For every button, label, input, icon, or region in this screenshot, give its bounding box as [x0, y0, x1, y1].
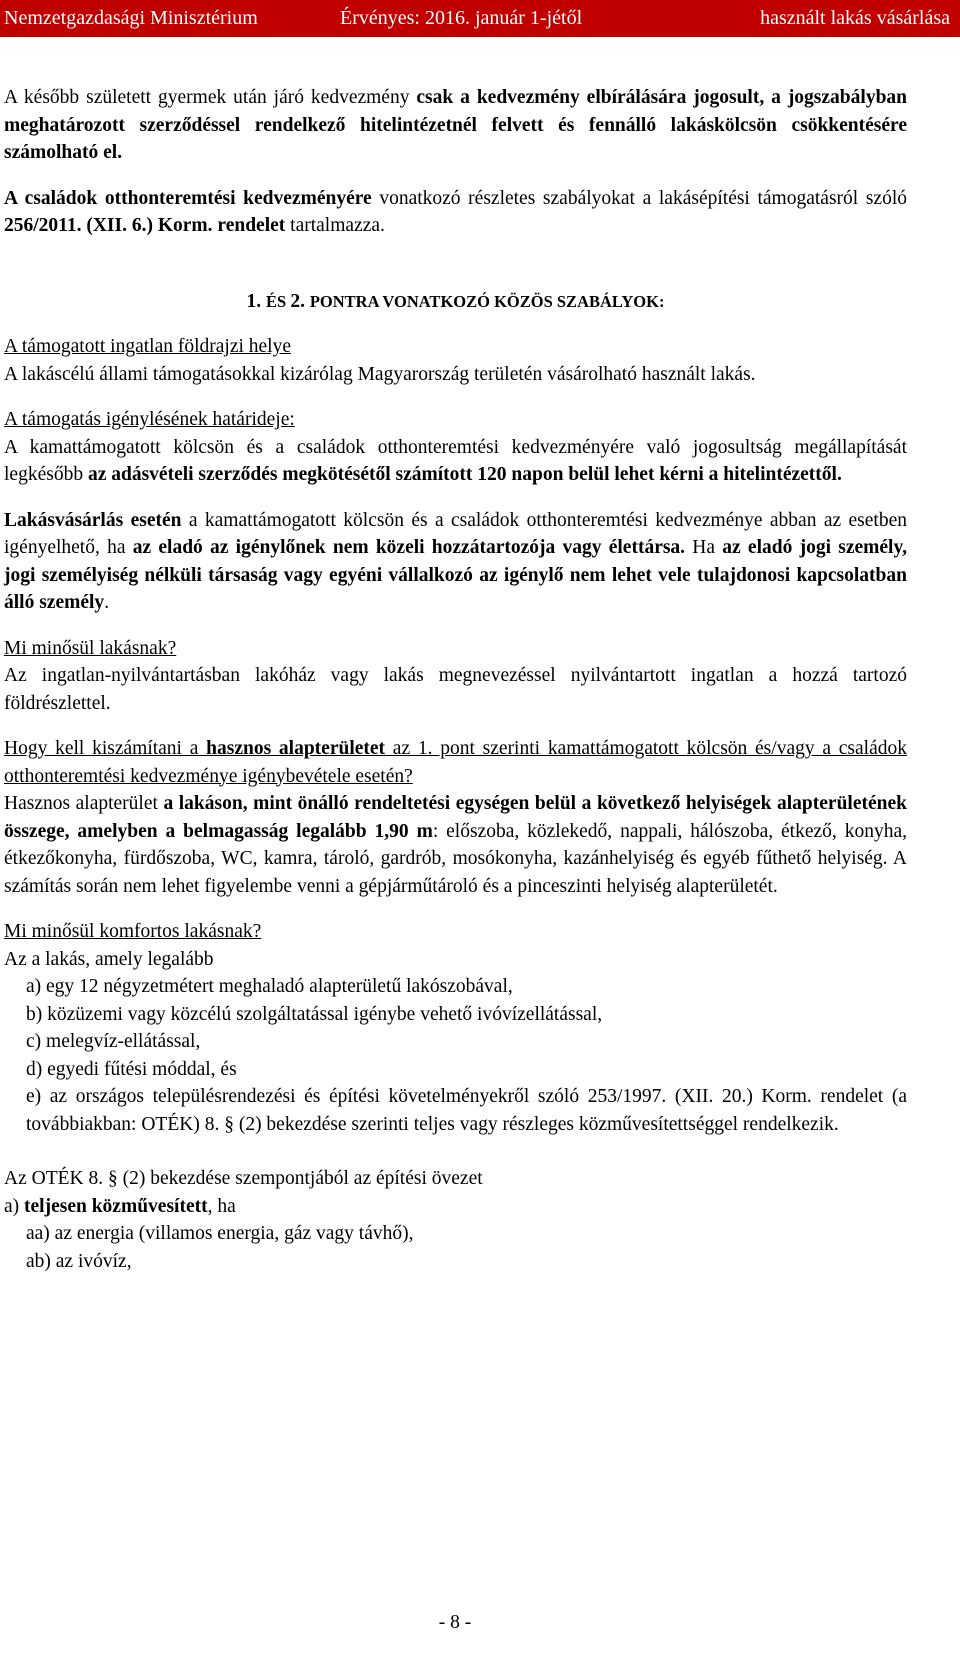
list-item: e) az országos településrendezési és építési követelményekről szóló 253/1997. (XII. 20.) Korm. rendelet (a továbbiakban: OTÉK) 8. § (2) bekezdése szerinti teljes vagy részleges közművesítettséggel rendelkezik. [26, 1086, 907, 1135]
heading-location: A támogatott ingatlan földrajzi helye [4, 336, 291, 357]
paragraph-later-child: A később született gyermek után járó kedvezmény csak a kedvezmény elbírálására jogosult, a jogszabályban meghatározott szerződéssel rendelkező hitelintézetnél felvett és fennálló lakáskölcsön csökkentésére számolható el. [4, 87, 908, 163]
header-topic: használt lakás vásárlása [760, 7, 950, 29]
paragraph-deadline: A kamattámogatott kölcsön és a családok otthonteremtési kedvezményére való jogosultság megállapítását legkésőbb az adásvételi szerződés megkötésétől számított 120 napon belül lehet kérni a hitelintézettől. [4, 436, 907, 485]
section-title: 1. ÉS 2. PONTRA VONATKOZÓ KÖZÖS SZABÁLYOK: [246, 290, 665, 312]
heading-deadline: A támogatás igénylésének határideje: [4, 409, 295, 430]
heading-useful-area: Hogy kell kiszámítani a hasznos alapterületet az 1. pont szerinti kamattámogatott kölcsön és/vagy a családok otthonteremtési kedvezménye igénybevétele esetén? [4, 738, 907, 787]
heading-comfort-flat: Mi minősül komfortos lakásnak? [4, 921, 262, 942]
heading-what-is-flat: Mi minősül lakásnak? [4, 637, 177, 659]
list-item: d) egyedi fűtési móddal, és [26, 1058, 237, 1080]
document-body [4, 84, 907, 1275]
page-number: - 8 - [438, 1612, 472, 1633]
paragraph-comfort-intro: Az a lakás, amely legalább [4, 948, 214, 970]
list-item: aa) az energia (villamos energia, gáz vagy távhő), [26, 1223, 414, 1244]
list-item: ab) az ivóvíz, [26, 1250, 132, 1272]
list-item: c) melegvíz-ellátással, [26, 1031, 201, 1052]
list-item: b) közüzemi vagy közcélú szolgáltatással igénybe vehető ivóvízellátással, [26, 1003, 603, 1025]
paragraph-useful-area: Hasznos alapterület a lakáson, mint önálló rendeltetési egységen belül a következő helyiségek alapterületének összege, amelyben a belmagasság legalább 1,90 m: előszoba, közlekedő, nappali, hálószoba, étkező, konyha, étkezőkonyha, fürdőszoba, WC, kamra, tároló, gardrób, mosókonyha, kazánhelyiség és egyéb fűthető helyiség. A számítás során nem lehet figyelembe venni a gépjárműtároló és a pinceszinti helyiség alapterületét. [4, 793, 907, 897]
header-ministry: Nemzetgazdasági Minisztérium [4, 7, 258, 29]
paragraph-otek-intro: Az OTÉK 8. § (2) bekezdése szempontjából az építési övezet [4, 1168, 483, 1189]
list-item: a) egy 12 négyzetmétert meghaladó alapterületű lakószobával, [26, 976, 513, 997]
paragraph-what-is-flat: Az ingatlan-nyilvántartásban lakóház vagy lakás megnevezéssel nyilvántartott ingatlan a hozzá tartozó földrészlettel. [4, 665, 907, 714]
paragraph-location: A lakáscélú állami támogatásokkal kizárólag Magyarország területén vásárolható használt lakás. [4, 363, 756, 385]
page-header [0, 0, 960, 37]
list-item-fully-utility: a) teljesen közművesített, ha [4, 1195, 236, 1217]
paragraph-purchase: Lakásvásárlás esetén a kamattámogatott kölcsön és a családok otthonteremtési kedvezménye abban az esetben igényelhető, ha az eladó az igénylőnek nem közeli hozzátartozója vagy élettársa. Ha az eladó jogi személy, jogi személyiség nélküli társaság vagy egyéni vállalkozó az igénylő nem lehet vele tulajdonosi kapcsolatban álló személy. [4, 509, 907, 613]
header-validity: Érvényes: 2016. január 1-jétől [340, 7, 583, 29]
paragraph-csok-rules: A családok otthonteremtési kedvezményére vonatkozó részletes szabályokat a lakásépítési támogatásról szóló 256/2011. (XII. 6.) Korm. rendelet tartalmazza. [4, 187, 907, 236]
